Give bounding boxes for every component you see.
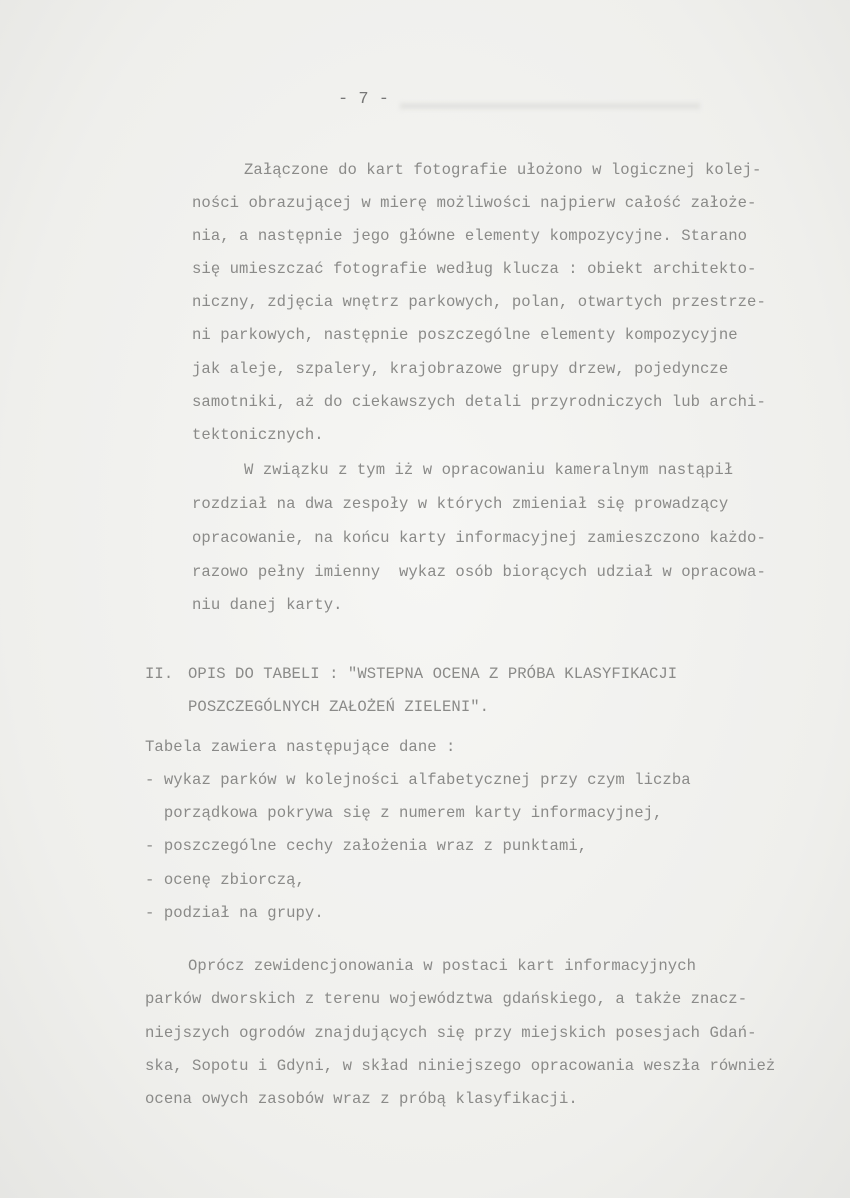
paragraph-1-line: Załączone do kart fotografie ułożono w logicznej kolej- xyxy=(244,161,762,179)
paragraph-1-line: niczny, zdjęcia wnętrz parkowych, polan, otwartych przestrze- xyxy=(192,293,766,311)
paragraph-3-line: Oprócz zewidencjonowania w postaci kart informacyjnych xyxy=(188,957,697,975)
page-number: - 7 - xyxy=(338,90,390,109)
list-item: - poszczególne cechy założenia wraz z punktami, xyxy=(145,837,588,855)
paragraph-2-line: opracowanie, na końcu karty informacyjnej zamieszczono każdo- xyxy=(192,529,766,547)
paragraph-1-line: samotniki, aż do ciekawszych detali przyrodniczych lub archi- xyxy=(192,393,766,411)
list-item: - podział na grupy. xyxy=(145,904,324,922)
paragraph-1-line: nia, a następnie jego główne elementy kompozycyjne. Starano xyxy=(192,227,748,245)
list-item: - wykaz parków w kolejności alfabetycznej przy czym liczba xyxy=(145,771,691,789)
list-item: - ocenę zbiorczą, xyxy=(145,871,305,889)
list-item-continuation: porządkowa pokrywa się z numerem karty informacyjnej, xyxy=(145,804,663,822)
section-title-line: OPIS DO TABELI : "WSTEPNA OCENA Z PRÓBA KLASYFIKACJI xyxy=(188,665,678,683)
paragraph-1-line: się umieszczać fotografie według klucza : obiekt architekto- xyxy=(192,260,757,278)
paragraph-2-line: niu danej karty. xyxy=(192,596,343,614)
paragraph-2-line: rozdział na dwa zespoły w których zmieniał się prowadzący xyxy=(192,495,729,513)
paragraph-3-line: ska, Sopotu i Gdyni, w skład niniejszego opracowania weszła również xyxy=(145,1057,776,1075)
paragraph-3-line: ocena owych zasobów wraz z próbą klasyfikacji. xyxy=(145,1090,578,1108)
paragraph-1-line: jak aleje, szpalery, krajobrazowe grupy drzew, pojedyncze xyxy=(192,360,729,378)
section-number: II. xyxy=(145,665,174,683)
paragraph-2-line: W związku z tym iż w opracowaniu kameralnym nastąpił xyxy=(244,461,734,479)
scan-smudge xyxy=(400,103,700,109)
paragraph-3-line: parków dworskich z terenu województwa gdańskiego, a także znacz- xyxy=(145,990,748,1008)
list-intro: Tabela zawiera następujące dane : xyxy=(145,738,456,756)
paragraph-1-line: tektonicznych. xyxy=(192,426,324,444)
paragraph-2-line: razowo pełny imienny wykaz osób biorących udział w opracowa- xyxy=(192,563,766,581)
paragraph-1-line: ni parkowych, następnie poszczególne elementy kompozycyjne xyxy=(192,326,738,344)
paragraph-1-line: ności obrazującej w mierę możliwości najpierw całość założe- xyxy=(192,194,757,212)
paragraph-3-line: niejszych ogrodów znajdujących się przy miejskich posesjach Gdań- xyxy=(145,1024,757,1042)
section-title-line: POSZCZEGÓLNYCH ZAŁOŻEŃ ZIELENI". xyxy=(188,698,490,716)
